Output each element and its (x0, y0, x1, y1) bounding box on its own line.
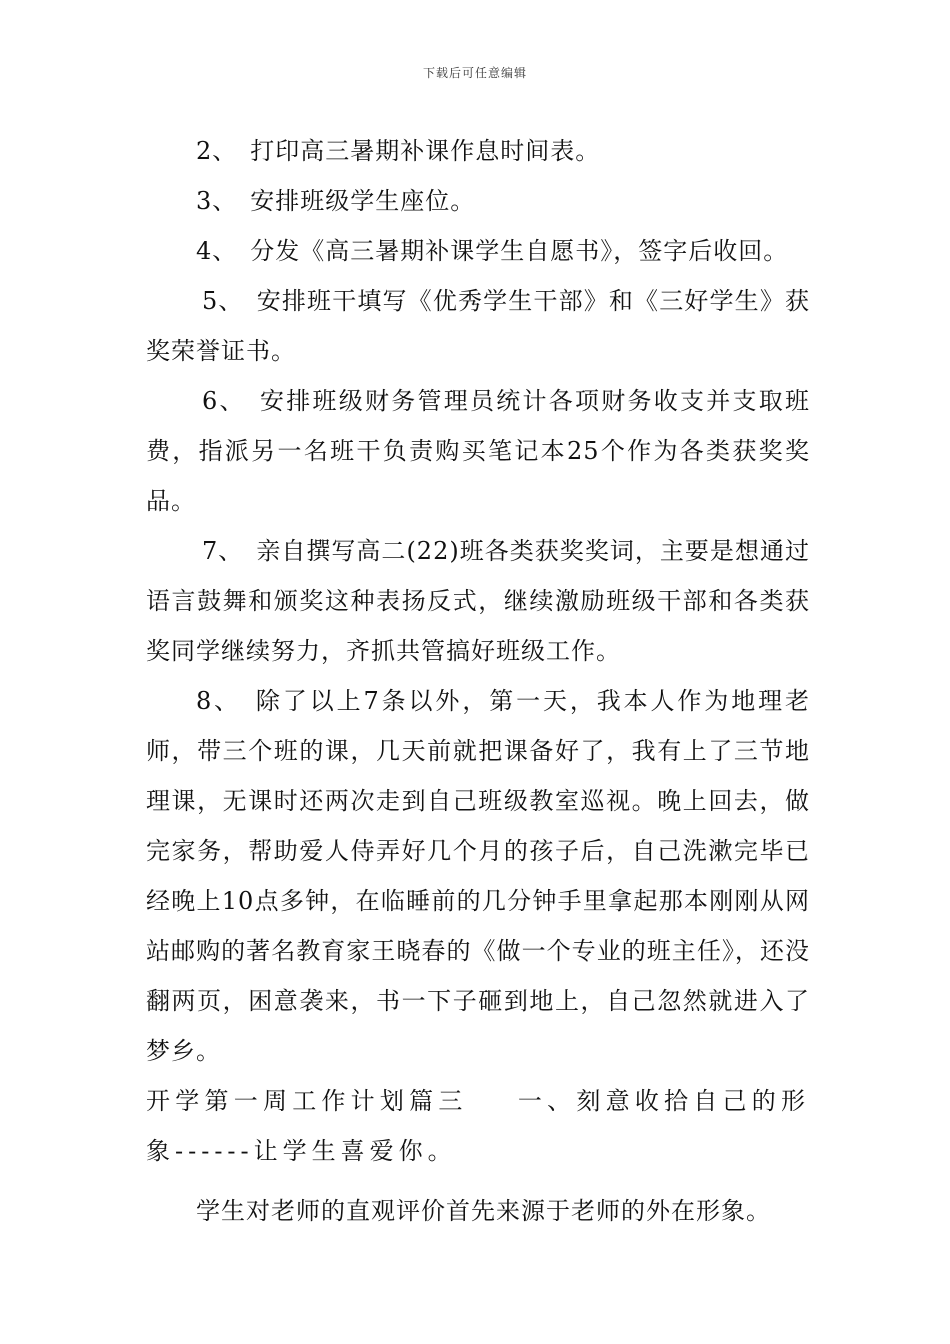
list-item-3: 3、 安排班级学生座位。 (196, 187, 476, 215)
list-item-6: 6、 安排班级财务管理员统计各项财务收支并支取班费，指派另一名班干负责购买笔记本25个作为各类获奖奖品。 (146, 387, 810, 515)
section-subtitle: 一、刻意收拾自己的形象------让学生喜爱你。 (146, 1087, 811, 1165)
list-item-8: 8、 除了以上7条以外，第一天，我本人作为地理老师，带三个班的课，几天前就把课备好了，我有上了三节地理课，无课时还两次走到自己班级教室巡视。晚上回去，做完家务，帮助爱人侍弄好几个月的孩子后，自己洗漱完毕已经晚上10点多钟，在临睡前的几分钟手里拿起那本刚刚从网站邮购的著名教育家王晓春的《做一个专业的班主任》，还没翻两页，困意袭来，书一下子砸到地上，自己忽然就进入了梦乡。 (146, 687, 810, 1065)
list-item-2: 2、 打印高三暑期补课作息时间表。 (196, 137, 601, 165)
section-title: 开学第一周工作计划篇三 (146, 1087, 468, 1115)
section-heading (146, 1076, 810, 1176)
list-item-5: 5、 安排班干填写《优秀学生干部》和《三好学生》获奖荣誉证书。 (146, 287, 810, 365)
document-body (146, 126, 810, 1236)
page-header-note: 下载后可任意编辑 (422, 66, 527, 80)
list-item-7: 7、 亲自撰写高二(22)班各类获奖奖词，主要是想通过语言鼓舞和颁奖这种表扬反式，继续激励班级干部和各类获奖同学继续努力，齐抓共管搞好班级工作。 (146, 537, 810, 665)
closing-paragraph: 学生对老师的直观评价首先来源于老师的外在形象。 (196, 1197, 771, 1225)
list-item-4: 4、 分发《高三暑期补课学生自愿书》，签字后收回。 (196, 237, 789, 265)
